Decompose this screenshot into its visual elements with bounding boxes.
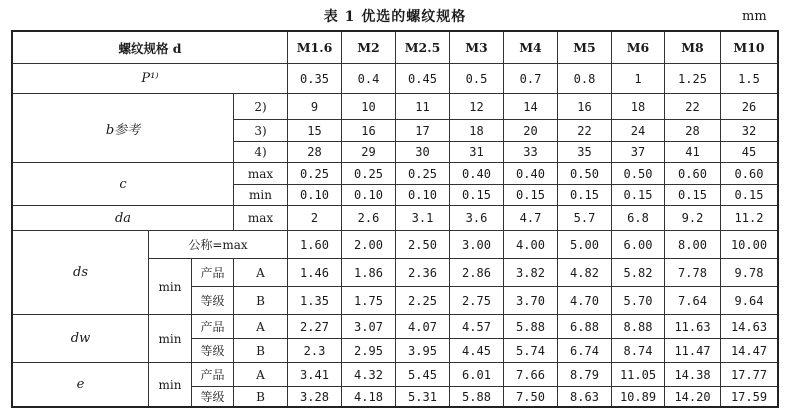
b-value: 18 (450, 120, 504, 142)
b-ref-label: b参考 (13, 94, 234, 163)
da-value: 2 (288, 206, 342, 231)
ds-value: 1.75 (342, 287, 396, 315)
b-value: 33 (504, 142, 558, 163)
b-value: 14 (504, 94, 558, 120)
e-grade-label-top: 产品 (192, 363, 234, 387)
header-thread-size-label: 螺纹规格 d (13, 32, 288, 64)
da-value: 2.6 (342, 206, 396, 231)
dw-value: 5.74 (504, 339, 558, 363)
e-grade-cell: B (234, 387, 288, 406)
dw-value: 14.63 (721, 315, 777, 339)
b-value: 28 (288, 142, 342, 163)
ds-value: 4.70 (558, 287, 612, 315)
e-value: 14.20 (665, 387, 721, 406)
dw-value: 11.63 (665, 315, 721, 339)
b-value: 10 (342, 94, 396, 120)
da-limit-cell: max (234, 206, 288, 231)
dw-value: 4.07 (396, 315, 450, 339)
unit-label: mm (742, 9, 767, 24)
pitch-value: 0.7 (504, 64, 558, 94)
e-value: 8.63 (558, 387, 612, 406)
header-size-cell: M5 (558, 32, 612, 64)
ds-value: 9.64 (721, 287, 777, 315)
b-value: 22 (558, 120, 612, 142)
ds-value: 7.78 (665, 259, 721, 287)
b-note-cell: 2) (234, 94, 288, 120)
dw-value: 8.88 (612, 315, 665, 339)
table-title: 表 1 优选的螺纹规格 (323, 9, 467, 25)
c-label: c (13, 163, 234, 206)
e-grade-label-bottom: 等级 (192, 387, 234, 406)
e-value: 7.66 (504, 363, 558, 387)
ds-nominal-value: 1.60 (288, 231, 342, 259)
c-value: 0.15 (721, 185, 777, 206)
b-value: 22 (665, 94, 721, 120)
ds-nominal-value: 6.00 (612, 231, 665, 259)
c-value: 0.25 (288, 163, 342, 185)
pitch-value: 1 (612, 64, 665, 94)
b-value: 26 (721, 94, 777, 120)
ds-value: 7.64 (665, 287, 721, 315)
da-value: 3.6 (450, 206, 504, 231)
pitch-value: 0.4 (342, 64, 396, 94)
e-value: 4.32 (342, 363, 396, 387)
header-size-cell: M2.5 (396, 32, 450, 64)
e-value: 10.89 (612, 387, 665, 406)
ds-nominal-value: 4.00 (504, 231, 558, 259)
header-size-cell: M4 (504, 32, 558, 64)
ds-grade-label-bottom: 等级 (192, 287, 234, 315)
dw-grade-cell: B (234, 339, 288, 363)
e-value: 11.05 (612, 363, 665, 387)
thread-spec-table (11, 30, 779, 408)
b-value: 45 (721, 142, 777, 163)
c-value: 0.40 (504, 163, 558, 185)
b-value: 35 (558, 142, 612, 163)
b-value: 16 (558, 94, 612, 120)
ds-grade-cell: B (234, 287, 288, 315)
ds-nominal-value: 3.00 (450, 231, 504, 259)
pitch-value: 1.25 (665, 64, 721, 94)
da-value: 11.2 (721, 206, 777, 231)
ds-value: 1.46 (288, 259, 342, 287)
b-value: 28 (665, 120, 721, 142)
ds-nominal-value: 2.00 (342, 231, 396, 259)
header-size-cell: M8 (665, 32, 721, 64)
header-size-cell: M10 (721, 32, 777, 64)
pitch-value: 1.5 (721, 64, 777, 94)
da-value: 6.8 (612, 206, 665, 231)
e-value: 3.28 (288, 387, 342, 406)
dw-min-label: min (149, 315, 192, 363)
b-value: 15 (288, 120, 342, 142)
ds-grade-cell: A (234, 259, 288, 287)
dw-value: 6.74 (558, 339, 612, 363)
dw-label: dw (13, 315, 149, 363)
dw-value: 2.27 (288, 315, 342, 339)
b-value: 12 (450, 94, 504, 120)
ds-nominal-value: 5.00 (558, 231, 612, 259)
c-value: 0.60 (665, 163, 721, 185)
b-value: 17 (396, 120, 450, 142)
da-value: 4.7 (504, 206, 558, 231)
dw-value: 2.95 (342, 339, 396, 363)
ds-value: 5.70 (612, 287, 665, 315)
dw-value: 5.88 (504, 315, 558, 339)
dw-grade-label-top: 产品 (192, 315, 234, 339)
e-value: 8.79 (558, 363, 612, 387)
b-value: 16 (342, 120, 396, 142)
c-value: 0.15 (504, 185, 558, 206)
dw-value: 3.07 (342, 315, 396, 339)
c-value: 0.15 (665, 185, 721, 206)
da-value: 5.7 (558, 206, 612, 231)
b-value: 32 (721, 120, 777, 142)
header-size-cell: M2 (342, 32, 396, 64)
e-value: 5.31 (396, 387, 450, 406)
ds-nominal-label: 公称=max (149, 231, 288, 259)
ds-value: 2.75 (450, 287, 504, 315)
e-value: 5.88 (450, 387, 504, 406)
c-limit-cell: min (234, 185, 288, 206)
c-limit-cell: max (234, 163, 288, 185)
dw-grade-cell: A (234, 315, 288, 339)
b-value: 11 (396, 94, 450, 120)
dw-value: 4.57 (450, 315, 504, 339)
da-value: 3.1 (396, 206, 450, 231)
header-size-cell: M3 (450, 32, 504, 64)
e-value: 7.50 (504, 387, 558, 406)
pitch-value: 0.5 (450, 64, 504, 94)
e-value: 17.59 (730, 389, 768, 404)
e-label: e (13, 363, 149, 406)
da-label: da (13, 206, 234, 231)
header-size-cell: M6 (612, 32, 665, 64)
b-value: 41 (665, 142, 721, 163)
ds-value: 4.82 (558, 259, 612, 287)
b-value: 30 (396, 142, 450, 163)
ds-value: 1.86 (342, 259, 396, 287)
c-value: 0.50 (558, 163, 612, 185)
dw-value: 8.74 (612, 339, 665, 363)
c-value: 0.25 (396, 163, 450, 185)
dw-value: 2.3 (288, 339, 342, 363)
b-value: 31 (450, 142, 504, 163)
c-value: 0.40 (450, 163, 504, 185)
c-value: 0.60 (721, 163, 777, 185)
e-value: 5.45 (396, 363, 450, 387)
c-value: 0.10 (396, 185, 450, 206)
b-value: 9 (288, 94, 342, 120)
dw-value: 3.95 (396, 339, 450, 363)
ds-value: 5.82 (612, 259, 665, 287)
dw-grade-label-bottom: 等级 (192, 339, 234, 363)
b-note-cell: 3) (234, 120, 288, 142)
b-value: 24 (612, 120, 665, 142)
c-value: 0.25 (342, 163, 396, 185)
e-grade-cell: A (234, 363, 288, 387)
e-value: 17.77 (721, 363, 777, 387)
c-value: 0.10 (342, 185, 396, 206)
c-value: 0.10 (288, 185, 342, 206)
c-value: 0.50 (612, 163, 665, 185)
dw-value: 6.88 (558, 315, 612, 339)
ds-value: 3.70 (504, 287, 558, 315)
c-value: 0.15 (450, 185, 504, 206)
c-value: 0.15 (558, 185, 612, 206)
ds-value: 2.36 (396, 259, 450, 287)
b-value: 20 (504, 120, 558, 142)
b-note-cell: 4) (234, 142, 288, 163)
c-value: 0.15 (612, 185, 665, 206)
b-value: 29 (342, 142, 396, 163)
e-value: 14.38 (665, 363, 721, 387)
ds-value: 3.82 (504, 259, 558, 287)
dw-value: 4.45 (450, 339, 504, 363)
header-size-cell: M1.6 (288, 32, 342, 64)
b-value: 18 (612, 94, 665, 120)
dw-value: 11.47 (665, 339, 721, 363)
b-value: 37 (612, 142, 665, 163)
ds-nominal-value: 10.00 (721, 231, 777, 259)
e-min-label: min (149, 363, 192, 406)
ds-grade-label-top: 产品 (192, 259, 234, 287)
ds-label: ds (13, 231, 149, 315)
da-value: 9.2 (665, 206, 721, 231)
dw-value: 14.47 (721, 339, 777, 363)
ds-value: 9.78 (721, 259, 777, 287)
pitch-label: P¹⁾ (13, 64, 288, 94)
ds-value: 2.25 (396, 287, 450, 315)
pitch-value: 0.8 (558, 64, 612, 94)
ds-nominal-value: 2.50 (396, 231, 450, 259)
pitch-value: 0.45 (396, 64, 450, 94)
e-value: 6.01 (450, 363, 504, 387)
ds-value: 2.86 (450, 259, 504, 287)
ds-value: 1.35 (288, 287, 342, 315)
pitch-value: 0.35 (288, 64, 342, 94)
ds-min-label: min (149, 259, 192, 315)
e-value: 3.41 (288, 363, 342, 387)
e-value: 4.18 (342, 387, 396, 406)
ds-nominal-value: 8.00 (665, 231, 721, 259)
